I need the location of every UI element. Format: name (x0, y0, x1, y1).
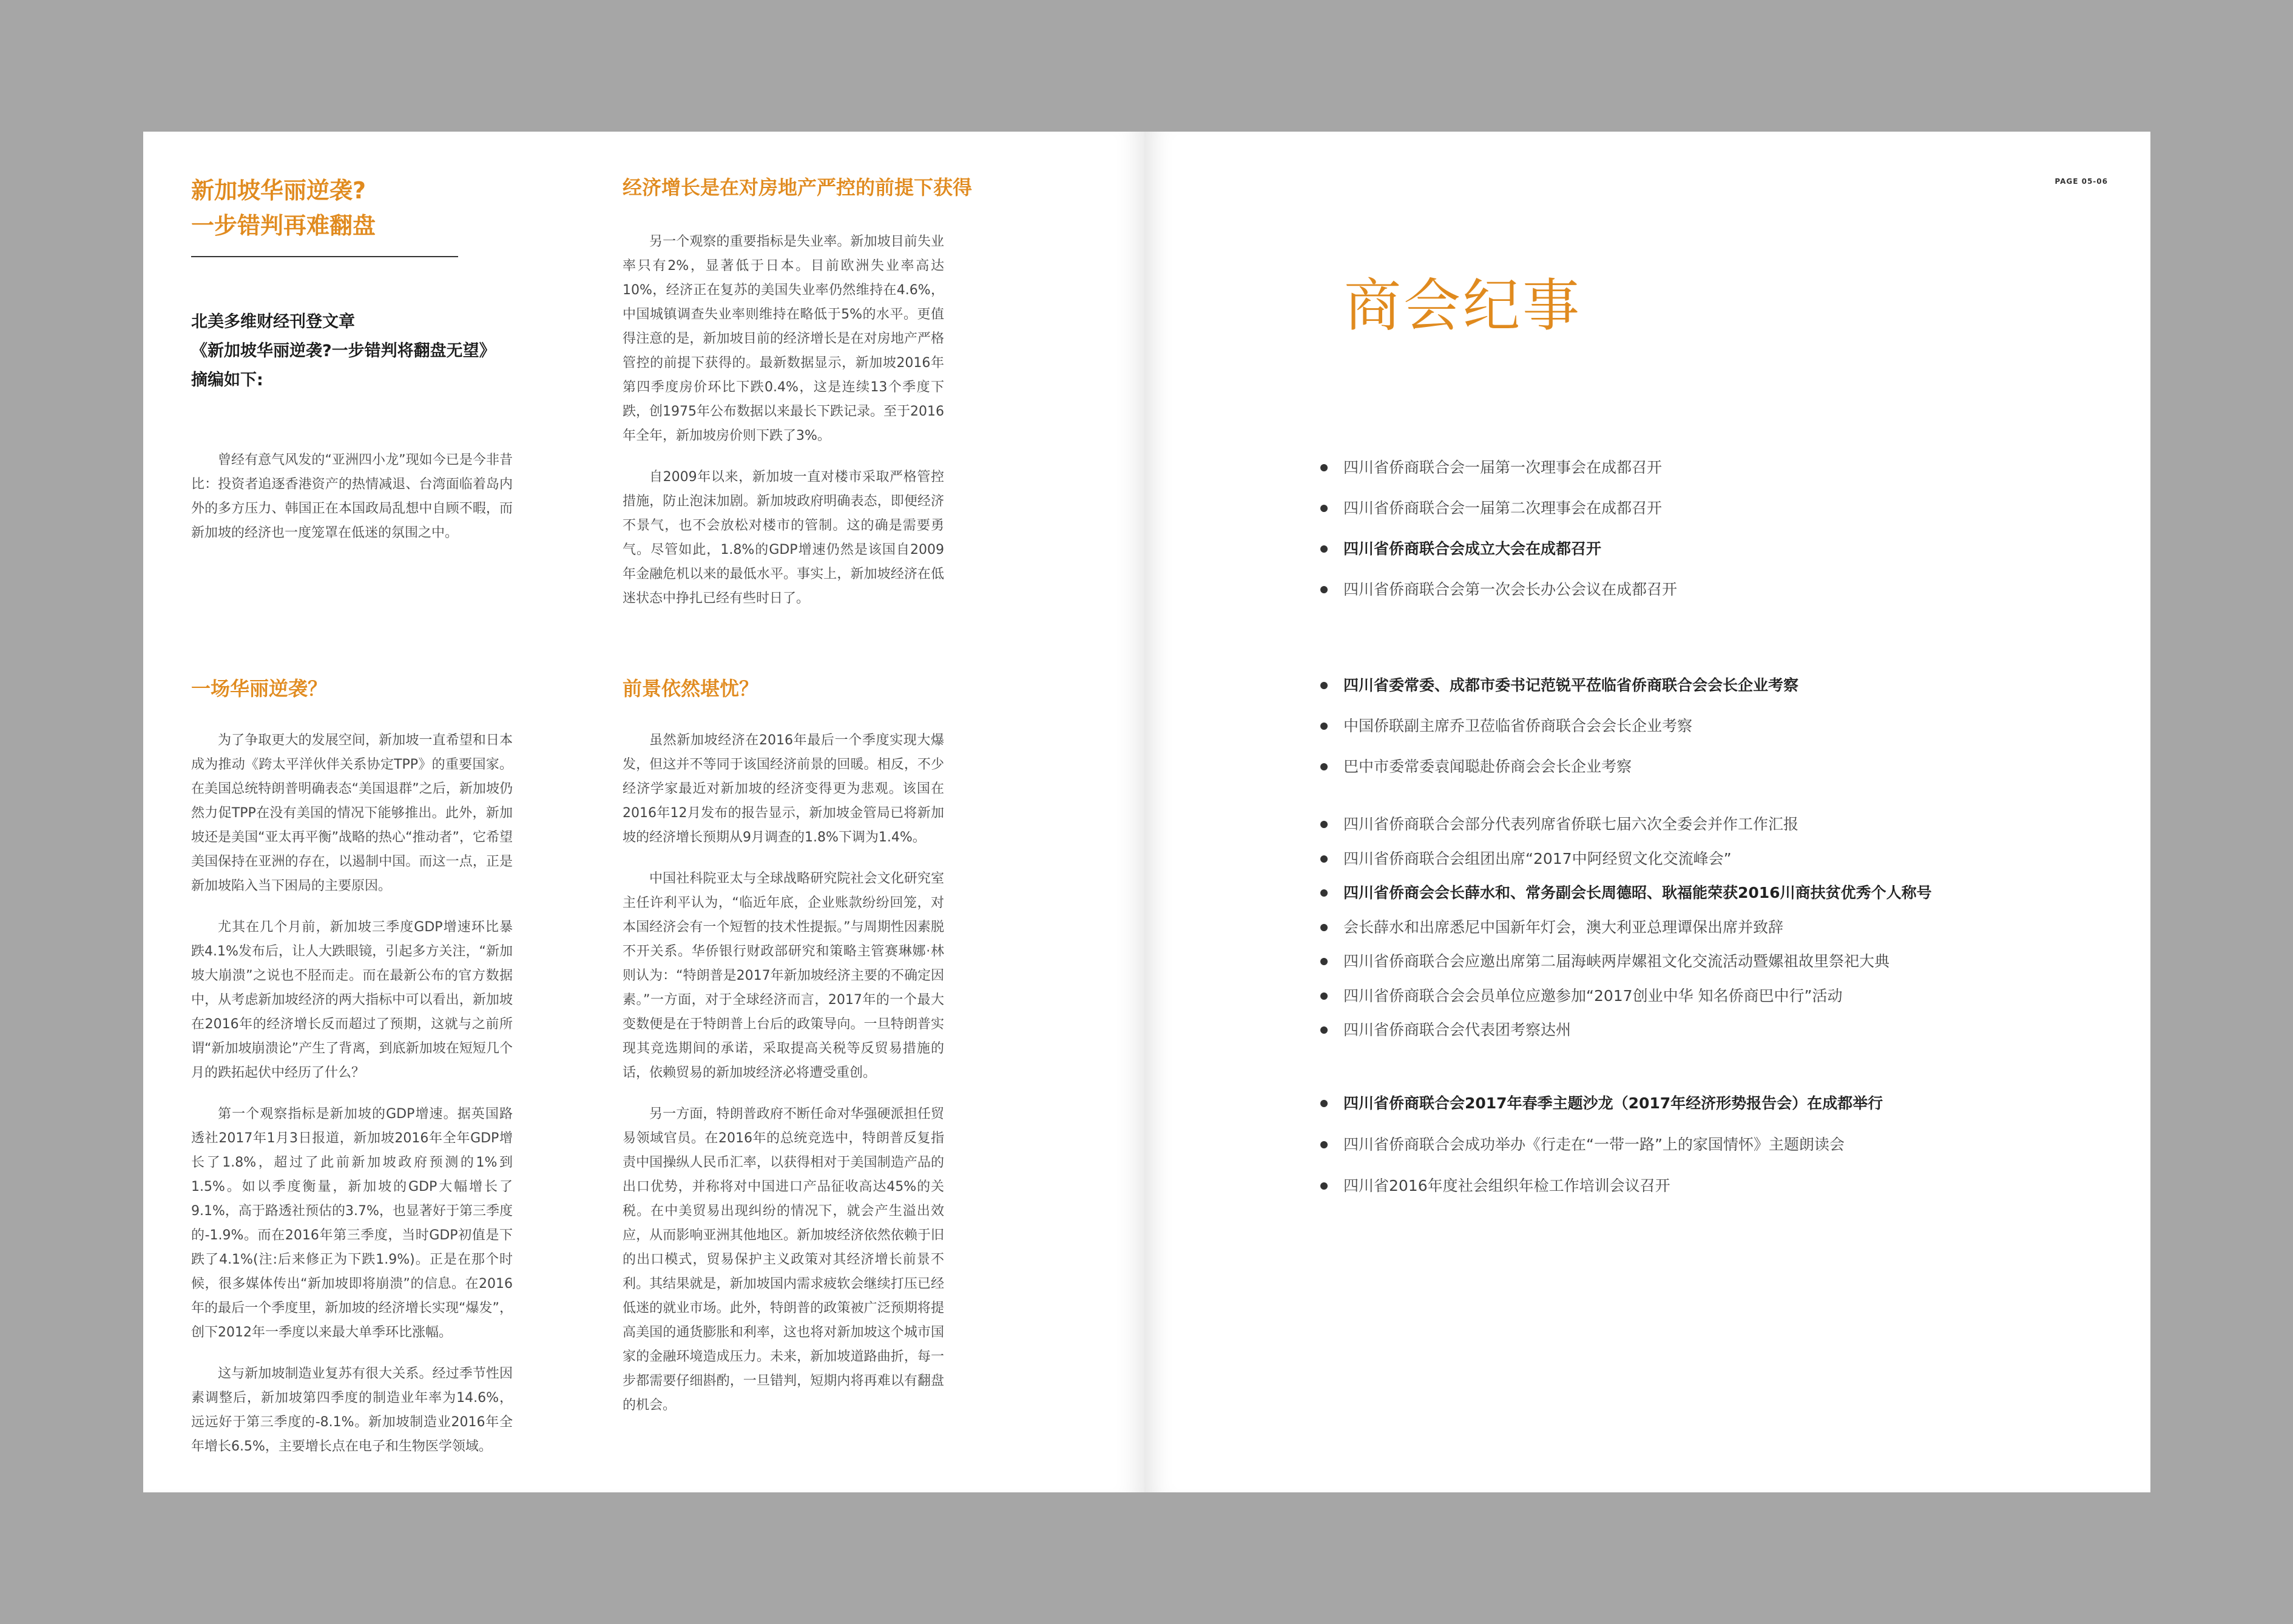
paragraph: 为了争取更大的发展空间，新加坡一直希望和日本成为推动《跨太平洋伙伴关系协定TPP》的重要国家。在美国总统特朗普明确表态“美国退群”之后，新加坡仍然力促TPP在没有美国的情况下能够推出。此外，新加坡还是美国“亚太再平衡”战略的热心“推动者”，它希望美国保持在亚洲的存在，以遏制中国。而这一点，正是新加坡陷入当下困局的主要原因。 (191, 733, 513, 894)
event-group-2 (1320, 665, 1798, 787)
paragraph: 曾经有意气风发的“亚洲四小龙”现如今已是今非昔比：投资者追逐香港资产的热情减退、台湾面临着岛内外的多方压力、韩国正在本国政局乱想中自顾不暇，而新加坡的经济也一度笼罩在低迷的氛围之中。 (191, 453, 513, 541)
page-number: PAGE 05-06 (2055, 177, 2108, 186)
article-intro (191, 308, 496, 395)
event-item (1320, 842, 1932, 877)
event-item (1320, 807, 1932, 842)
event-group-1 (1320, 447, 1677, 610)
paragraph: 另一方面，特朗普政府不断任命对华强硬派担任贸易领域官员。在2016年的总统竞选中，特朗普反复指责中国操纵人民币汇率，以获得相对于美国制造产品的出口优势，并称将对中国进口产品征收高达45%的关税。在中美贸易出现纠纷的情况下，就会产生溢出效应，从而影响亚洲其他地区。新加坡经济依然依赖于旧的出口模式，贸易保护主义政策对其经济增长前景不利。其结果就是，新加坡国内需求疲软会继续打压已经低迷的就业市场。此外，特朗普的政策被广泛预期将提高美国的通货膨胀和利率，这也将对新加坡这个城市国家的金融环境造成压力。未来，新加坡道路曲折，每一步都需要仔细斟酌，一旦错判，短期内将再难以有翻盘的机会。 (623, 1107, 944, 1413)
event-item (1320, 488, 1677, 528)
article-headline (191, 173, 376, 243)
intro-line-2: 《新加坡华丽逆袭?一步错判将翻盘无望》 (191, 342, 496, 360)
event-item (1320, 1083, 1883, 1124)
intro-line-3: 摘编如下: (191, 371, 263, 389)
paragraph: 第一个观察指标是新加坡的GDP增速。据英国路透社2017年1月3日报道，新加坡2016年全年GDP增长了1.8%，超过了此前新加坡政府预测的1%到1.5%。如以季度衡量，新加坡的GDP大幅增长了9.1%，高于路透社预估的3.7%，也显著好于第三季度的-1.9%。而在2016年第三季度，当时GDP初值是下跌了4.1%(注:后来修正为下跌1.9%)。正是在那个时候，很多媒体传出“新加坡即将崩溃”的信息。在2016年的最后一个季度里，新加坡的经济增长实现“爆发”，创下2012年一季度以来最大单季环比涨幅。 (191, 1107, 513, 1340)
section-heading-outlook: 前景依然堪忧？ (623, 677, 759, 700)
bullet-icon (1320, 1100, 1328, 1107)
bullet-icon (1320, 586, 1328, 593)
bullet-icon (1320, 924, 1328, 931)
headline-line-2: 一步错判再难翻盘 (191, 212, 376, 239)
event-text: 四川省侨商联合会2017年春季主题沙龙（2017年经济形势报告会）在成都举行 (1343, 1094, 1883, 1112)
event-text: 巴中市委常委袁闻聪赴侨商会会长企业考察 (1343, 758, 1632, 775)
event-text: 四川省侨商联合会成功举办《行走在“一带一路”上的家国情怀》主题朗读会 (1343, 1136, 1845, 1153)
event-text: 四川省侨商联合会代表团考察达州 (1343, 1021, 1572, 1039)
event-item (1320, 1165, 1883, 1207)
section-heading-growth: 经济增长是在对房地产严控的前提下获得 (623, 176, 973, 199)
event-item (1320, 746, 1798, 787)
section-heading-comeback: 一场华丽逆袭？ (191, 677, 328, 700)
bullet-icon (1320, 505, 1328, 512)
section-body-growth (623, 230, 944, 628)
event-item (1320, 447, 1677, 488)
intro-line-1: 北美多维财经刊登文章 (191, 312, 355, 331)
event-item (1320, 979, 1932, 1014)
event-text: 四川省侨商联合会部分代表列席省侨联七届六次全委会并作工作汇报 (1343, 815, 1799, 833)
event-text: 四川省2016年度社会组织年检工作培训会议召开 (1343, 1177, 1670, 1194)
event-item (1320, 1013, 1932, 1048)
event-item (1320, 665, 1798, 706)
paragraph: 自2009年以来，新加坡一直对楼市采取严格管控措施，防止泡沫加剧。新加坡政府明确表态，即便经济不景气，也不会放松对楼市的管制。这的确是需要勇气。尽管如此，1.8%的GDP增速仍然是该国自2009年金融危机以来的最低水平。事实上，新加坡经济在低迷状态中挣扎已经有些时日了。 (623, 470, 944, 606)
bullet-icon (1320, 1182, 1328, 1190)
bullet-icon (1320, 545, 1328, 553)
bullet-icon (1320, 464, 1328, 471)
bullet-icon (1320, 763, 1328, 770)
event-text: 四川省委常委、成都市委书记范锐平莅临省侨商联合会会长企业考察 (1343, 676, 1799, 694)
section-body-outlook (623, 729, 944, 1435)
event-text: 中国侨联副主席乔卫莅临省侨商联合会会长企业考察 (1343, 717, 1693, 735)
bullet-icon (1320, 992, 1328, 1000)
event-item (1320, 1124, 1883, 1165)
bullet-icon (1320, 1026, 1328, 1034)
paragraph: 这与新加坡制造业复苏有很大关系。经过季节性因素调整后，新加坡第四季度的制造业年率为14.6%，远远好于第三季度的-8.1%。新加坡制造业2016年全年增长6.5%，主要增长点在电子和生物医学领域。 (191, 1366, 513, 1454)
event-item (1320, 569, 1677, 610)
left-page (143, 132, 1144, 1492)
event-item (1320, 945, 1932, 979)
event-text: 会长薛水和出席悉尼中国新年灯会，澳大利亚总理谭保出席并致辞 (1343, 918, 1784, 936)
event-item (1320, 528, 1677, 569)
event-text: 四川省侨商联合会一届第二次理事会在成都召开 (1343, 499, 1663, 517)
event-text: 四川省侨商联合会成立大会在成都召开 (1343, 540, 1602, 558)
paragraph: 中国社科院亚太与全球战略研究院社会文化研究室主任许利平认为，“临近年底，企业账款纷纷回笼，对本国经济会有一个短暂的技术性提振。”与周期性因素脱不开关系。华侨银行财政部研究和策略主管赛琳娜·林则认为：“特朗普是2017年新加坡经济主要的不确定因素。”一方面，对于全球经济而言，2017年的一个最大变数便是在于特朗普上台后的政策导向。一旦特朗普实现其竞选期间的承诺，采取提高关税等反贸易措施的话，依赖贸易的新加坡经济必将遭受重创。 (623, 871, 944, 1080)
event-item (1320, 706, 1798, 746)
paragraph: 虽然新加坡经济在2016年最后一个季度实现大爆发，但这并不等同于该国经济前景的回暖。相反，不少经济学家最近对新加坡的经济变得更为悲观。该国在2016年12月发布的报告显示，新加坡金管局已将新加坡的经济增长预期从9月调查的1.8%下调为1.4%。 (623, 733, 944, 845)
col1-top-text (191, 448, 513, 562)
bullet-icon (1320, 1141, 1328, 1148)
event-text: 四川省侨商联合会第一次会长办公会议在成都召开 (1343, 581, 1678, 598)
bullet-icon (1320, 855, 1328, 863)
event-text: 四川省侨商联合会组团出席“2017中阿经贸文化交流峰会” (1343, 849, 1732, 868)
bullet-icon (1320, 682, 1328, 689)
paragraph: 尤其在几个月前，新加坡三季度GDP增速环比暴跌4.1%发布后，让人大跌眼镜，引起多方关注，“新加坡大崩溃”之说也不胫而走。而在最新公布的官方数据中，从考虑新加坡经济的两大指标中可以看出，新加坡在2016年的经济增长反而超过了预期，这就与之前所谓“新加坡崩溃论”产生了背离，到底新加坡在短短几个月的跌拓起伏中经历了什么？ (191, 920, 513, 1080)
event-text: 四川省侨商联合会会员单位应邀参加“2017创业中华 知名侨商巴中行”活动 (1343, 986, 1843, 1005)
section-body-comeback (191, 729, 513, 1476)
right-page (1144, 132, 2150, 1492)
headline-line-1: 新加坡华丽逆袭? (191, 177, 366, 204)
paragraph: 另一个观察的重要指标是失业率。新加坡目前失业率只有2%，显著低于日本。目前欧洲失业率高达10%，经济正在复苏的美国失业率仍然维持在4.6%，中国城镇调查失业率则维持在略低于5%的水平。更值得注意的是，新加坡目前的经济增长是在对房地产严格管控的前提下获得的。最新数据显示，新加坡2016年第四季度房价环比下跌0.4%，这是连续13个季度下跌，创1975年公布数据以来最长下跌记录。至于2016年全年，新加坡房价则下跌了3%。 (623, 234, 944, 443)
headline-divider (191, 256, 458, 257)
event-text: 四川省侨商联合会一届第一次理事会在成都召开 (1343, 459, 1663, 476)
bullet-icon (1320, 723, 1328, 730)
bullet-icon (1320, 821, 1328, 828)
page-title: 商会纪事 (1344, 273, 1582, 339)
event-item (1320, 876, 1932, 911)
event-text: 四川省侨商联合会应邀出席第二届海峡两岸嫘祖文化交流活动暨嫘祖故里祭祀大典 (1343, 952, 1890, 970)
event-group-4 (1320, 1083, 1883, 1207)
event-text: 四川省侨商会会长薛水和、常务副会长周德昭、耿福能荣获2016川商扶贫优秀个人称号 (1343, 884, 1932, 901)
bullet-icon (1320, 889, 1328, 897)
event-group-3 (1320, 807, 1932, 1048)
bullet-icon (1320, 958, 1328, 965)
event-item (1320, 911, 1932, 945)
